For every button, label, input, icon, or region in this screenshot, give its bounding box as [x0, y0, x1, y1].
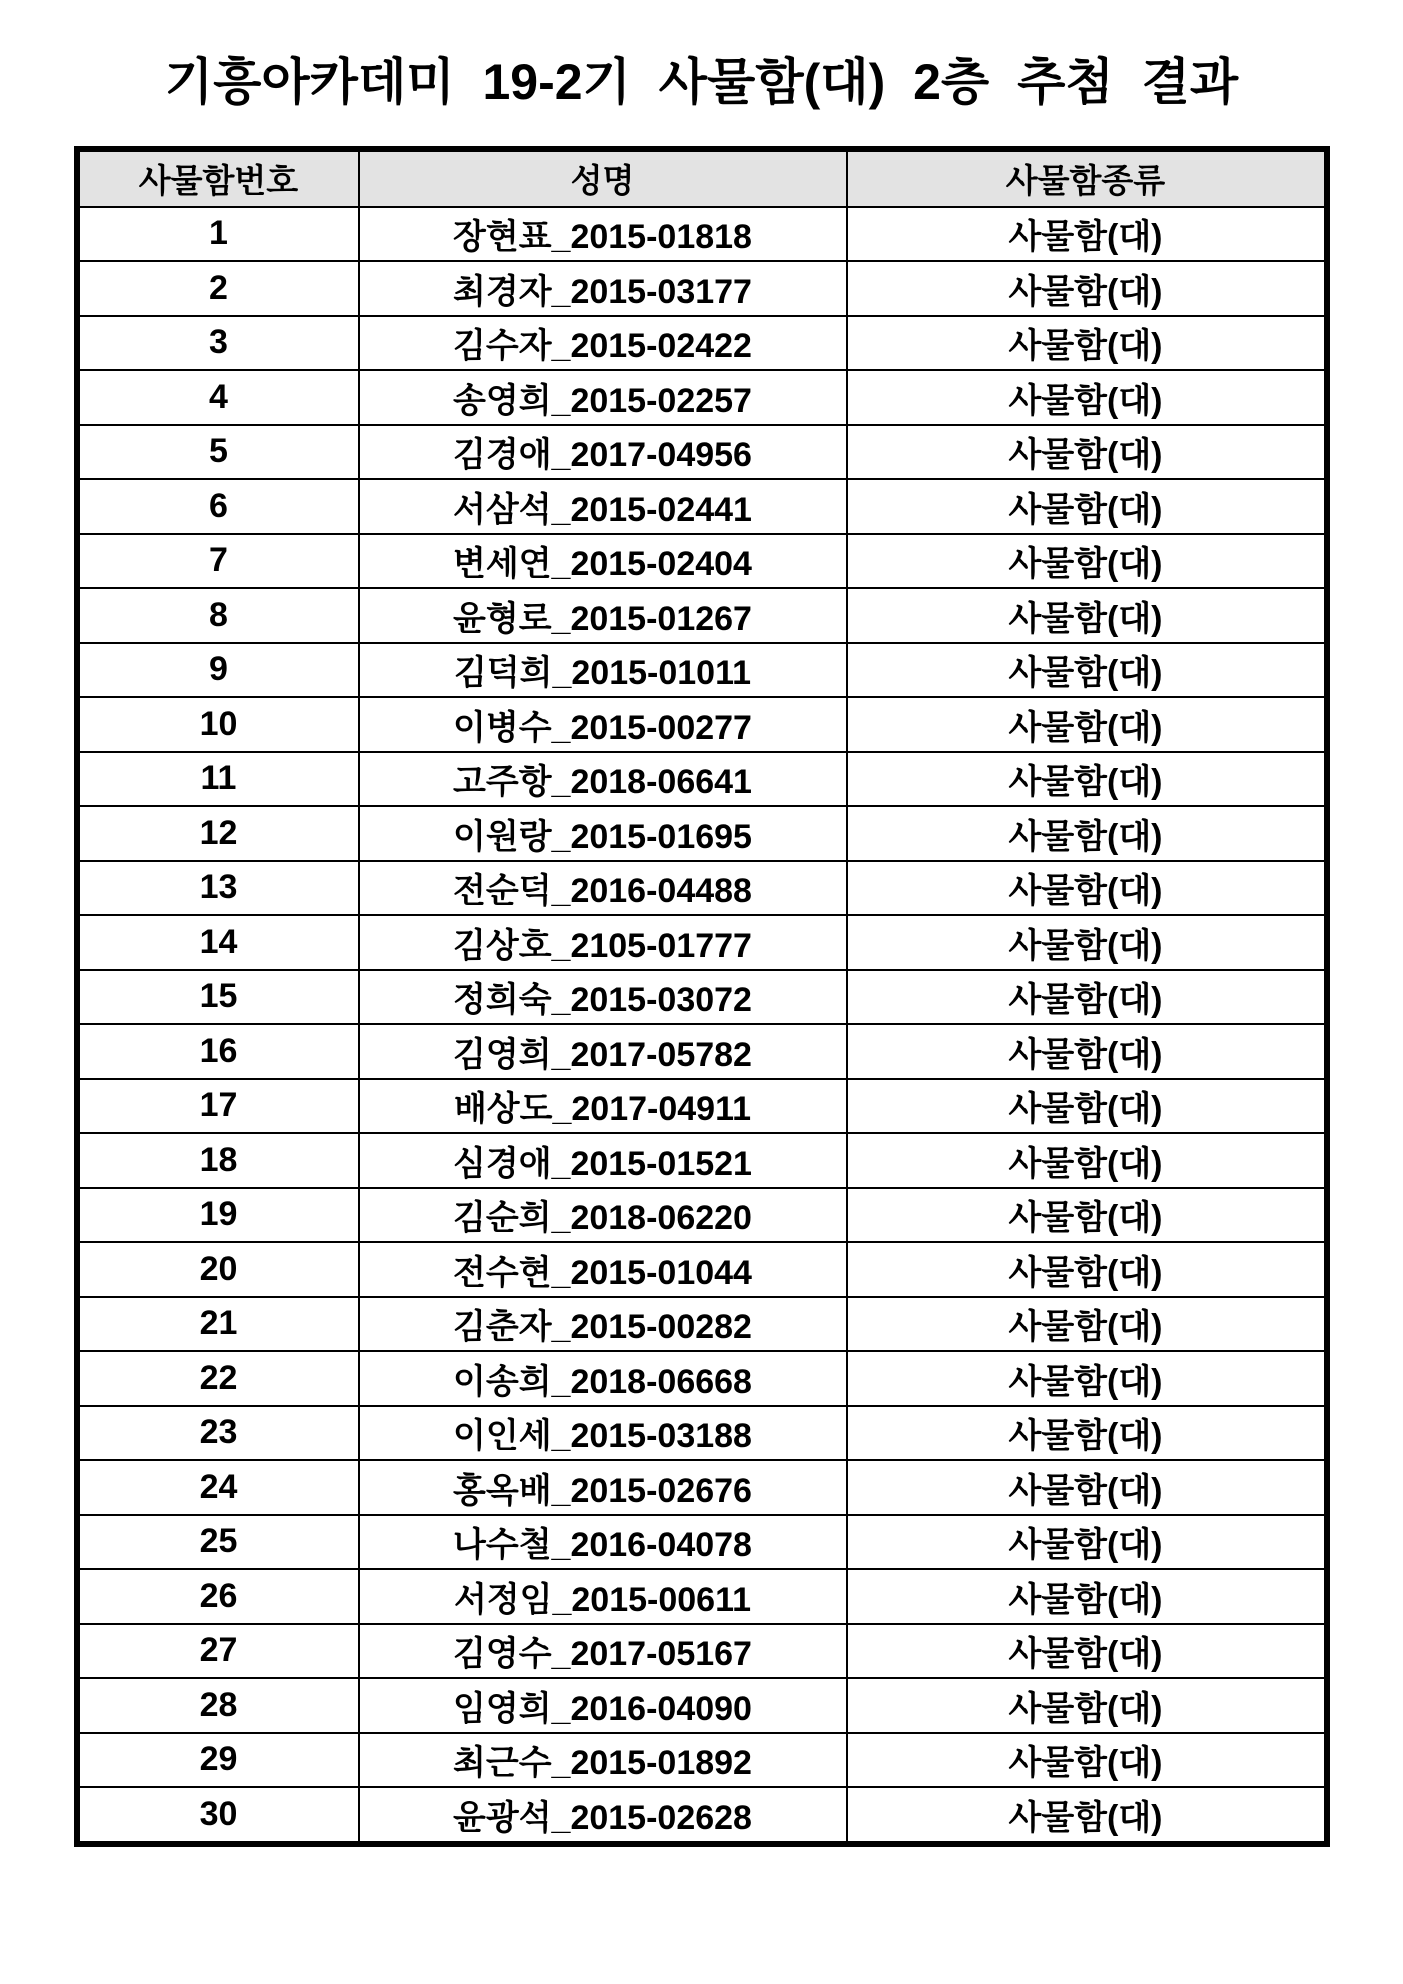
column-header-name: 성명 — [359, 149, 847, 207]
table-row — [77, 1351, 1327, 1406]
name-cell: 김순희_2018-06220 — [359, 1188, 847, 1243]
name-cell: 최근수_2015-01892 — [359, 1733, 847, 1788]
table-row — [77, 370, 1327, 425]
locker-number-cell: 30 — [77, 1787, 359, 1844]
locker-number-cell: 9 — [77, 643, 359, 698]
name-cell: 심경애_2015-01521 — [359, 1133, 847, 1188]
table-row — [77, 1515, 1327, 1570]
locker-type-cell: 사물함(대) — [847, 1188, 1327, 1243]
locker-type-cell: 사물함(대) — [847, 1351, 1327, 1406]
locker-number-cell: 6 — [77, 479, 359, 534]
table-row — [77, 752, 1327, 807]
locker-type-cell: 사물함(대) — [847, 479, 1327, 534]
locker-number-cell: 2 — [77, 261, 359, 316]
table-row — [77, 207, 1327, 262]
locker-type-cell: 사물함(대) — [847, 1024, 1327, 1079]
name-cell: 이병수_2015-00277 — [359, 697, 847, 752]
table-row — [77, 1787, 1327, 1844]
name-cell: 변세연_2015-02404 — [359, 534, 847, 589]
table-row — [77, 970, 1327, 1025]
name-cell: 배상도_2017-04911 — [359, 1079, 847, 1134]
locker-type-cell: 사물함(대) — [847, 1406, 1327, 1461]
locker-number-cell: 27 — [77, 1624, 359, 1679]
table-row — [77, 1460, 1327, 1515]
name-cell: 김영수_2017-05167 — [359, 1624, 847, 1679]
page-title: 기흥아카데미 19-2기 사물함(대) 2층 추첨 결과 — [164, 54, 1239, 110]
locker-type-cell: 사물함(대) — [847, 1787, 1327, 1844]
locker-number-cell: 12 — [77, 806, 359, 861]
locker-number-cell: 8 — [77, 588, 359, 643]
locker-number-cell: 24 — [77, 1460, 359, 1515]
locker-number-cell: 17 — [77, 1079, 359, 1134]
name-cell: 장현표_2015-01818 — [359, 207, 847, 262]
locker-number-cell: 19 — [77, 1188, 359, 1243]
locker-type-cell: 사물함(대) — [847, 588, 1327, 643]
name-cell: 김경애_2017-04956 — [359, 425, 847, 480]
table-row — [77, 1024, 1327, 1079]
locker-number-cell: 4 — [77, 370, 359, 425]
locker-number-cell: 3 — [77, 316, 359, 371]
locker-number-cell: 22 — [77, 1351, 359, 1406]
locker-type-cell: 사물함(대) — [847, 1624, 1327, 1679]
locker-number-cell: 13 — [77, 861, 359, 916]
name-cell: 최경자_2015-03177 — [359, 261, 847, 316]
locker-number-cell: 11 — [77, 752, 359, 807]
table-row — [77, 1133, 1327, 1188]
name-cell: 서정임_2015-00611 — [359, 1569, 847, 1624]
name-cell: 김춘자_2015-00282 — [359, 1297, 847, 1352]
locker-type-cell: 사물함(대) — [847, 1515, 1327, 1570]
table-row — [77, 806, 1327, 861]
locker-type-cell: 사물함(대) — [847, 1242, 1327, 1297]
name-cell: 전순덕_2016-04488 — [359, 861, 847, 916]
locker-type-cell: 사물함(대) — [847, 207, 1327, 262]
name-cell: 이송희_2018-06668 — [359, 1351, 847, 1406]
locker-type-cell: 사물함(대) — [847, 1678, 1327, 1733]
locker-number-cell: 29 — [77, 1733, 359, 1788]
locker-type-cell: 사물함(대) — [847, 1079, 1327, 1134]
table-row — [77, 1733, 1327, 1788]
locker-type-cell: 사물함(대) — [847, 261, 1327, 316]
table-row — [77, 261, 1327, 316]
column-header-locker-type: 사물함종류 — [847, 149, 1327, 207]
locker-type-cell: 사물함(대) — [847, 1733, 1327, 1788]
header-row — [77, 149, 1327, 207]
name-cell: 서삼석_2015-02441 — [359, 479, 847, 534]
table-row — [77, 588, 1327, 643]
locker-number-cell: 26 — [77, 1569, 359, 1624]
locker-type-cell: 사물함(대) — [847, 316, 1327, 371]
locker-number-cell: 15 — [77, 970, 359, 1025]
table-row — [77, 1569, 1327, 1624]
locker-number-cell: 14 — [77, 915, 359, 970]
name-cell: 송영희_2015-02257 — [359, 370, 847, 425]
name-cell: 전수현_2015-01044 — [359, 1242, 847, 1297]
name-cell: 임영희_2016-04090 — [359, 1678, 847, 1733]
name-cell: 홍옥배_2015-02676 — [359, 1460, 847, 1515]
table-row — [77, 1406, 1327, 1461]
name-cell: 나수철_2016-04078 — [359, 1515, 847, 1570]
locker-type-cell: 사물함(대) — [847, 643, 1327, 698]
name-cell: 김수자_2015-02422 — [359, 316, 847, 371]
locker-number-cell: 20 — [77, 1242, 359, 1297]
locker-number-cell: 21 — [77, 1297, 359, 1352]
name-cell: 김덕희_2015-01011 — [359, 643, 847, 698]
locker-type-cell: 사물함(대) — [847, 806, 1327, 861]
lottery-results-table — [74, 146, 1330, 1847]
table-row — [77, 697, 1327, 752]
locker-number-cell: 16 — [77, 1024, 359, 1079]
table-row — [77, 1188, 1327, 1243]
locker-number-cell: 1 — [77, 207, 359, 262]
locker-number-cell: 23 — [77, 1406, 359, 1461]
locker-type-cell: 사물함(대) — [847, 752, 1327, 807]
locker-number-cell: 10 — [77, 697, 359, 752]
table-row — [77, 479, 1327, 534]
name-cell: 윤광석_2015-02628 — [359, 1787, 847, 1844]
table-row — [77, 1678, 1327, 1733]
table-row — [77, 1242, 1327, 1297]
locker-type-cell: 사물함(대) — [847, 370, 1327, 425]
locker-type-cell: 사물함(대) — [847, 1460, 1327, 1515]
table-row — [77, 915, 1327, 970]
name-cell: 김상호_2105-01777 — [359, 915, 847, 970]
table-row — [77, 1079, 1327, 1134]
locker-type-cell: 사물함(대) — [847, 861, 1327, 916]
table-header — [77, 149, 1327, 207]
locker-type-cell: 사물함(대) — [847, 534, 1327, 589]
locker-type-cell: 사물함(대) — [847, 1569, 1327, 1624]
locker-type-cell: 사물함(대) — [847, 915, 1327, 970]
name-cell: 이원랑_2015-01695 — [359, 806, 847, 861]
locker-type-cell: 사물함(대) — [847, 1297, 1327, 1352]
table-row — [77, 1297, 1327, 1352]
table-row — [77, 1624, 1327, 1679]
locker-number-cell: 7 — [77, 534, 359, 589]
locker-number-cell: 18 — [77, 1133, 359, 1188]
table-row — [77, 316, 1327, 371]
name-cell: 이인세_2015-03188 — [359, 1406, 847, 1461]
table-body — [77, 207, 1327, 1844]
locker-type-cell: 사물함(대) — [847, 425, 1327, 480]
table-row — [77, 861, 1327, 916]
locker-type-cell: 사물함(대) — [847, 697, 1327, 752]
locker-number-cell: 28 — [77, 1678, 359, 1733]
name-cell: 정희숙_2015-03072 — [359, 970, 847, 1025]
name-cell: 윤형로_2015-01267 — [359, 588, 847, 643]
table-row — [77, 425, 1327, 480]
table-row — [77, 534, 1327, 589]
locker-type-cell: 사물함(대) — [847, 970, 1327, 1025]
name-cell: 김영희_2017-05782 — [359, 1024, 847, 1079]
table-row — [77, 643, 1327, 698]
locker-type-cell: 사물함(대) — [847, 1133, 1327, 1188]
locker-number-cell: 5 — [77, 425, 359, 480]
locker-number-cell: 25 — [77, 1515, 359, 1570]
name-cell: 고주항_2018-06641 — [359, 752, 847, 807]
column-header-locker-number: 사물함번호 — [77, 149, 359, 207]
